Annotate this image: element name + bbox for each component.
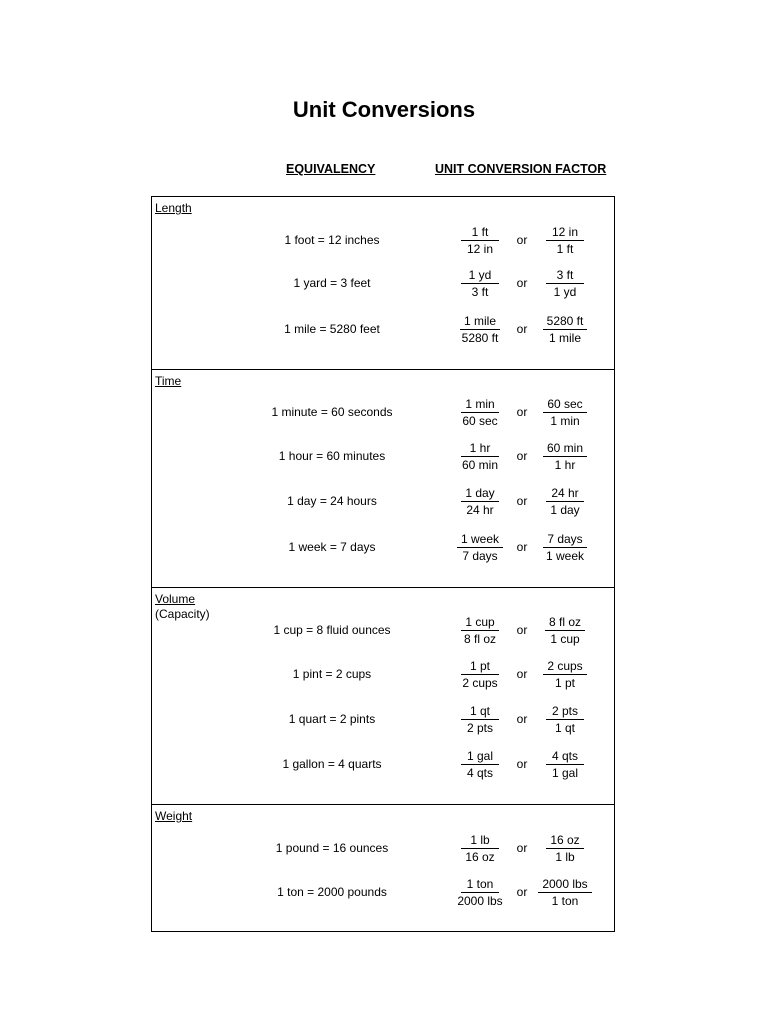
or-text: or	[516, 540, 528, 554]
conversion-factor	[450, 833, 510, 864]
section-title: Volume	[155, 592, 196, 606]
denominator: 1 ft	[556, 242, 574, 256]
denominator: 60 min	[461, 458, 499, 472]
inverse-conversion-factor	[535, 314, 595, 345]
equivalency-text: 1 foot = 12 inches	[284, 233, 380, 247]
conversion-factor	[450, 441, 510, 472]
section-volume	[152, 587, 614, 804]
numerator: 7 days	[543, 532, 586, 548]
inverse-conversion-factor	[535, 749, 595, 780]
numerator: 1 gal	[461, 749, 499, 765]
denominator: 2 pts	[466, 721, 493, 735]
section-subtitle: (Capacity)	[155, 607, 210, 621]
denominator: 1 lb	[555, 850, 575, 864]
equivalency-text: 1 minute = 60 seconds	[271, 405, 393, 419]
inverse-conversion-factor	[535, 441, 595, 472]
numerator: 1 qt	[461, 704, 499, 720]
conversion-factor	[450, 749, 510, 780]
numerator: 1 mile	[460, 314, 500, 330]
conversion-factor	[450, 314, 510, 345]
equivalency-text: 1 quart = 2 pints	[288, 712, 376, 726]
table-row	[152, 441, 614, 471]
denominator: 7 days	[462, 549, 498, 563]
or-text: or	[516, 712, 528, 726]
denominator: 60 sec	[462, 414, 498, 428]
or-text: or	[516, 233, 528, 247]
numerator: 5280 ft	[543, 314, 588, 330]
or-text: or	[516, 449, 528, 463]
table-row	[152, 704, 614, 734]
section-title: Weight	[155, 809, 193, 823]
conversion-factor	[450, 615, 510, 646]
or-text: or	[516, 667, 528, 681]
denominator: 1 yd	[553, 285, 577, 299]
numerator: 60 min	[543, 441, 587, 457]
conversion-factor	[450, 397, 510, 428]
section-label	[155, 201, 192, 216]
denominator: 1 mile	[548, 331, 581, 345]
section-label	[155, 374, 181, 389]
denominator: 1 cup	[550, 632, 580, 646]
or-text: or	[516, 494, 528, 508]
denominator: 1 ton	[551, 894, 579, 908]
table-row	[152, 225, 614, 255]
equivalency-text: 1 gallon = 4 quarts	[282, 757, 382, 771]
denominator: 1 min	[550, 414, 580, 428]
numerator: 12 in	[546, 225, 584, 241]
numerator: 3 ft	[546, 268, 584, 284]
inverse-conversion-factor	[535, 833, 595, 864]
denominator: 3 ft	[471, 285, 489, 299]
numerator: 1 pt	[461, 659, 499, 675]
table-row	[152, 877, 614, 907]
page-title: Unit Conversions	[292, 97, 476, 122]
table-row	[152, 615, 614, 645]
inverse-conversion-factor	[535, 704, 595, 735]
equivalency-text: 1 week = 7 days	[288, 540, 376, 554]
conversion-factor	[450, 486, 510, 517]
numerator: 8 fl oz	[545, 615, 585, 631]
or-text: or	[516, 757, 528, 771]
conversion-factor	[450, 268, 510, 299]
denominator: 1 pt	[554, 676, 575, 690]
numerator: 1 ton	[461, 877, 499, 893]
denominator: 1 week	[545, 549, 585, 563]
denominator: 12 in	[466, 242, 494, 256]
denominator: 8 fl oz	[463, 632, 496, 646]
equivalency-text: 1 yard = 3 feet	[293, 276, 371, 290]
denominator: 2000 lbs	[457, 894, 503, 908]
numerator: 1 week	[457, 532, 503, 548]
denominator: 1 qt	[554, 721, 575, 735]
denominator: 2 cups	[462, 676, 498, 690]
table-row	[152, 314, 614, 344]
denominator: 1 day	[550, 503, 580, 517]
table-row	[152, 833, 614, 863]
equivalency-text: 1 mile = 5280 feet	[284, 322, 380, 336]
numerator: 1 ft	[461, 225, 499, 241]
or-text: or	[516, 841, 528, 855]
numerator: 1 cup	[461, 615, 499, 631]
or-text: or	[516, 623, 528, 637]
numerator: 16 oz	[546, 833, 584, 849]
or-text: or	[516, 322, 528, 336]
denominator: 4 qts	[466, 766, 493, 780]
denominator: 16 oz	[465, 850, 495, 864]
numerator: 2000 lbs	[538, 877, 591, 893]
section-length	[152, 197, 614, 369]
numerator: 1 min	[461, 397, 499, 413]
section-weight	[152, 804, 614, 931]
inverse-conversion-factor	[535, 268, 595, 299]
denominator: 1 gal	[551, 766, 579, 780]
numerator: 1 lb	[461, 833, 499, 849]
conversion-factor	[450, 877, 510, 908]
equivalency-text: 1 cup = 8 fluid ounces	[273, 623, 391, 637]
inverse-conversion-factor	[535, 877, 595, 908]
section-title: Time	[155, 374, 182, 388]
table-row	[152, 659, 614, 689]
inverse-conversion-factor	[535, 615, 595, 646]
equivalency-text: 1 day = 24 hours	[287, 494, 377, 508]
numerator: 1 hr	[461, 441, 499, 457]
table-row	[152, 486, 614, 516]
denominator: 24 hr	[466, 503, 494, 517]
table-row	[152, 749, 614, 779]
inverse-conversion-factor	[535, 659, 595, 690]
equivalency-text: 1 pound = 16 ounces	[275, 841, 389, 855]
equivalency-text: 1 ton = 2000 pounds	[277, 885, 387, 899]
conversion-factor-header: UNIT CONVERSION FACTOR	[435, 162, 607, 176]
or-text: or	[516, 276, 528, 290]
numerator: 1 day	[461, 486, 499, 502]
or-text: or	[516, 885, 528, 899]
table-row	[152, 397, 614, 427]
conversion-factor	[450, 659, 510, 690]
numerator: 4 qts	[546, 749, 584, 765]
conversion-factor	[450, 532, 510, 563]
section-title: Length	[155, 201, 192, 215]
inverse-conversion-factor	[535, 397, 595, 428]
numerator: 60 sec	[543, 397, 586, 413]
numerator: 1 yd	[461, 268, 499, 284]
numerator: 2 pts	[546, 704, 584, 720]
equivalency-text: 1 pint = 2 cups	[292, 667, 372, 681]
conversion-factor	[450, 225, 510, 256]
equivalency-header: EQUIVALENCY	[286, 162, 376, 176]
table-row	[152, 532, 614, 562]
numerator: 2 cups	[543, 659, 586, 675]
table-row	[152, 268, 614, 298]
equivalency-text: 1 hour = 60 minutes	[278, 449, 386, 463]
or-text: or	[516, 405, 528, 419]
inverse-conversion-factor	[535, 225, 595, 256]
inverse-conversion-factor	[535, 532, 595, 563]
numerator: 24 hr	[546, 486, 584, 502]
denominator: 5280 ft	[461, 331, 499, 345]
inverse-conversion-factor	[535, 486, 595, 517]
conversion-table	[151, 196, 615, 932]
denominator: 1 hr	[554, 458, 576, 472]
section-time	[152, 369, 614, 587]
conversion-factor	[450, 704, 510, 735]
section-label	[155, 809, 192, 824]
